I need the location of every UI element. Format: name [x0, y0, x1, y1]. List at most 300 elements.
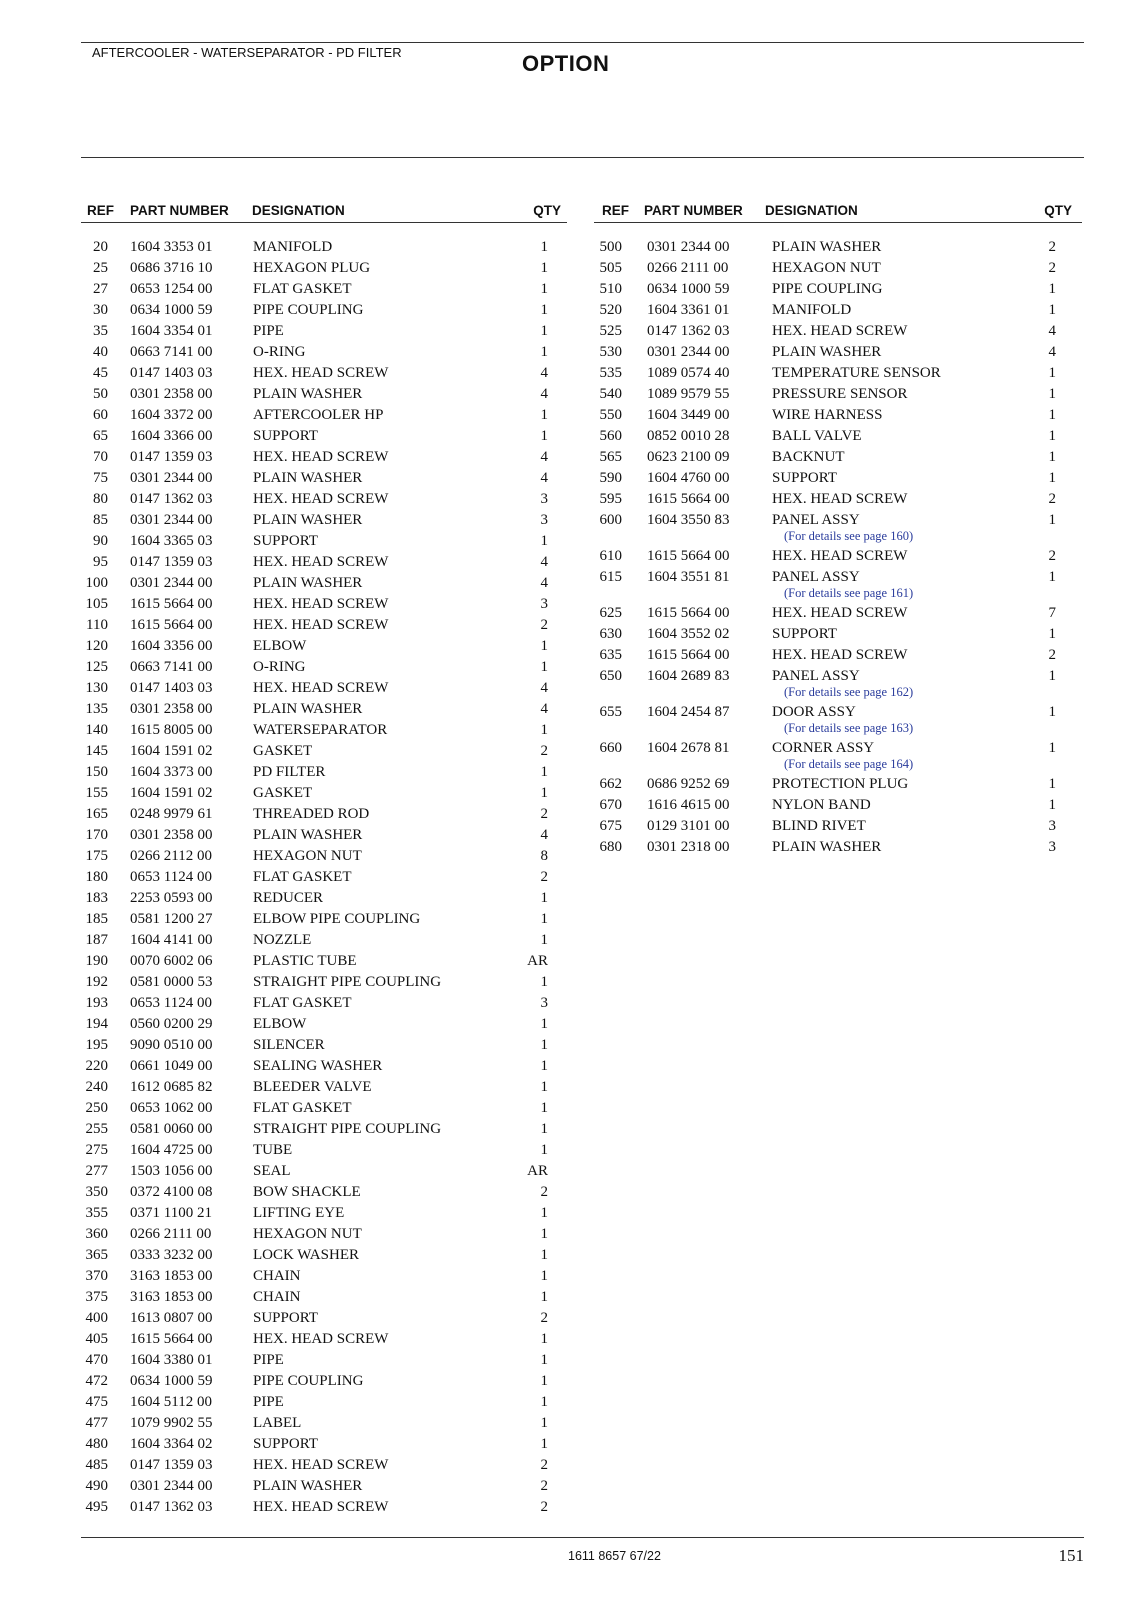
ref-cell: 477 — [85, 1415, 108, 1431]
table-row — [81, 384, 567, 405]
designation-cell: TEMPERATURE SENSOR — [772, 365, 941, 381]
part-number-cell: 1604 2678 81 — [647, 740, 730, 756]
qty-cell: 1 — [540, 428, 548, 444]
part-number-cell: 0372 4100 08 — [130, 1184, 213, 1200]
designation-cell: PRESSURE SENSOR — [772, 386, 908, 402]
qty-cell: 1 — [1048, 512, 1056, 528]
part-number-cell: 0301 2344 00 — [130, 575, 213, 591]
part-number-cell: 1604 3550 83 — [647, 512, 730, 528]
table-row — [81, 447, 567, 468]
designation-cell: SUPPORT — [772, 626, 837, 642]
table-row — [81, 279, 567, 300]
designation-cell: FLAT GASKET — [253, 995, 352, 1011]
section-heading: OPTION — [522, 51, 610, 76]
designation-cell: O-RING — [253, 659, 306, 675]
ref-cell: 190 — [85, 953, 108, 969]
part-number-cell: 1604 3353 01 — [130, 239, 213, 255]
designation-cell: DOOR ASSY — [772, 704, 856, 720]
designation-cell: HEX. HEAD SCREW — [253, 491, 389, 507]
part-number-cell: 1615 5664 00 — [130, 617, 213, 633]
ref-cell: 27 — [93, 281, 108, 297]
part-number-cell: 0129 3101 00 — [647, 818, 730, 834]
table-row — [594, 447, 1082, 468]
designation-cell: REDUCER — [253, 890, 324, 906]
qty-cell: 1 — [540, 533, 548, 549]
ref-cell: 75 — [93, 470, 108, 486]
table-row — [594, 774, 1082, 795]
designation-cell: HEX. HEAD SCREW — [772, 323, 908, 339]
part-number-cell: 0147 1359 03 — [130, 554, 213, 570]
part-number-cell: 0147 1359 03 — [130, 449, 213, 465]
ref-cell: 595 — [599, 491, 622, 507]
designation-cell: PLAIN WASHER — [772, 239, 882, 255]
qty-cell: 2 — [1048, 548, 1056, 564]
details-note — [594, 685, 1082, 702]
qty-cell: 1 — [1048, 569, 1056, 585]
qty-cell: 1 — [540, 407, 548, 423]
table-row — [81, 699, 567, 720]
table-row — [81, 1140, 567, 1161]
designation-cell: PIPE — [253, 323, 284, 339]
designation-cell: HEX. HEAD SCREW — [772, 491, 908, 507]
designation-cell: LOCK WASHER — [253, 1247, 359, 1263]
ref-cell: 40 — [93, 344, 108, 360]
qty-cell: 2 — [540, 1310, 548, 1326]
table-header — [594, 202, 1082, 223]
column-header-part-number: PART NUMBER — [644, 203, 743, 218]
ref-cell: 170 — [85, 827, 108, 843]
table-row — [81, 321, 567, 342]
part-number-cell: 0581 0060 00 — [130, 1121, 213, 1137]
designation-cell: HEX. HEAD SCREW — [253, 596, 389, 612]
ref-cell: 625 — [599, 605, 622, 621]
designation-cell: PROTECTION PLUG — [772, 776, 909, 792]
details-note — [594, 757, 1082, 774]
table-row — [81, 258, 567, 279]
qty-cell: 1 — [540, 1100, 548, 1116]
qty-cell: 1 — [540, 239, 548, 255]
part-number-cell: 0266 2111 00 — [130, 1226, 212, 1242]
ref-cell: 360 — [85, 1226, 108, 1242]
table-row — [81, 972, 567, 993]
ref-cell: 615 — [599, 569, 622, 585]
ref-cell: 370 — [85, 1268, 108, 1284]
ref-cell: 670 — [599, 797, 622, 813]
table-row — [81, 300, 567, 321]
table-row — [594, 567, 1082, 588]
part-number-cell: 1615 5664 00 — [647, 605, 730, 621]
table-row — [594, 702, 1082, 723]
designation-cell: PLAIN WASHER — [253, 512, 363, 528]
qty-cell: 1 — [540, 1331, 548, 1347]
qty-cell: 1 — [540, 974, 548, 990]
qty-cell: 1 — [540, 1436, 548, 1452]
table-row — [594, 624, 1082, 645]
part-number-cell: 0301 2318 00 — [647, 839, 730, 855]
ref-cell: 255 — [85, 1121, 108, 1137]
part-number-cell: 1604 4760 00 — [647, 470, 730, 486]
table-row — [81, 867, 567, 888]
designation-cell: BOW SHACKLE — [253, 1184, 361, 1200]
table-row — [81, 678, 567, 699]
qty-cell: 1 — [540, 1016, 548, 1032]
part-number-cell: 0301 2358 00 — [130, 701, 213, 717]
qty-cell: 1 — [540, 932, 548, 948]
part-number-cell: 2253 0593 00 — [130, 890, 213, 906]
table-row — [81, 1476, 567, 1497]
table-row — [81, 1287, 567, 1308]
table-row — [81, 657, 567, 678]
table-row — [594, 489, 1082, 510]
table-row — [594, 300, 1082, 321]
table-row — [594, 258, 1082, 279]
qty-cell: 1 — [1048, 407, 1056, 423]
table-row — [594, 468, 1082, 489]
ref-cell: 405 — [85, 1331, 108, 1347]
table-row — [81, 951, 567, 972]
ref-cell: 25 — [93, 260, 108, 276]
qty-cell: 1 — [540, 1247, 548, 1263]
qty-cell: 2 — [540, 743, 548, 759]
qty-cell: 4 — [540, 449, 548, 465]
ref-cell: 485 — [85, 1457, 108, 1473]
qty-cell: AR — [527, 1163, 548, 1179]
designation-cell: HEXAGON NUT — [772, 260, 881, 276]
details-note-text: (For details see page 162) — [784, 685, 914, 699]
designation-cell: ELBOW PIPE COUPLING — [253, 911, 421, 927]
part-number-cell: 0301 2358 00 — [130, 827, 213, 843]
designation-cell: PLAIN WASHER — [253, 575, 363, 591]
designation-cell: CORNER ASSY — [772, 740, 875, 756]
qty-cell: 3 — [1048, 839, 1056, 855]
ref-cell: 185 — [85, 911, 108, 927]
qty-cell: 1 — [540, 722, 548, 738]
qty-cell: 2 — [1048, 491, 1056, 507]
ref-cell: 30 — [93, 302, 108, 318]
part-number-cell: 1503 1056 00 — [130, 1163, 213, 1179]
designation-cell: GASKET — [253, 785, 313, 801]
part-number-cell: 1604 2454 87 — [647, 704, 730, 720]
part-number-cell: 0147 1359 03 — [130, 1457, 213, 1473]
table-row — [594, 738, 1082, 759]
part-number-cell: 1604 3364 02 — [130, 1436, 213, 1452]
ref-cell: 187 — [85, 932, 108, 948]
table-row — [594, 603, 1082, 624]
ref-cell: 520 — [599, 302, 622, 318]
table-header — [81, 202, 567, 223]
ref-cell: 530 — [599, 344, 622, 360]
table-row — [81, 552, 567, 573]
table-row — [81, 1224, 567, 1245]
ref-cell: 635 — [599, 647, 622, 663]
qty-cell: 4 — [540, 470, 548, 486]
part-number-cell: 1604 4725 00 — [130, 1142, 213, 1158]
qty-cell: 1 — [540, 1037, 548, 1053]
designation-cell: PLAIN WASHER — [772, 344, 882, 360]
ref-cell: 650 — [599, 668, 622, 684]
table-row — [594, 342, 1082, 363]
designation-cell: PLAIN WASHER — [253, 386, 363, 402]
ref-cell: 475 — [85, 1394, 108, 1410]
part-number-cell: 1613 0807 00 — [130, 1310, 213, 1326]
designation-cell: SEALING WASHER — [253, 1058, 383, 1074]
ref-cell: 495 — [85, 1499, 108, 1515]
ref-cell: 525 — [599, 323, 622, 339]
part-number-cell: 1604 3551 81 — [647, 569, 730, 585]
ref-cell: 680 — [599, 839, 622, 855]
qty-cell: 1 — [540, 1058, 548, 1074]
details-note-text: (For details see page 163) — [784, 721, 914, 735]
qty-cell: 1 — [540, 1352, 548, 1368]
ref-cell: 560 — [599, 428, 622, 444]
part-number-cell: 9090 0510 00 — [130, 1037, 213, 1053]
part-number-cell: 1612 0685 82 — [130, 1079, 213, 1095]
qty-cell: 1 — [540, 1142, 548, 1158]
ref-cell: 155 — [85, 785, 108, 801]
designation-cell: HEX. HEAD SCREW — [253, 680, 389, 696]
table-row — [81, 1371, 567, 1392]
part-number-cell: 1604 5112 00 — [130, 1394, 212, 1410]
ref-cell: 277 — [85, 1163, 108, 1179]
ref-cell: 150 — [85, 764, 108, 780]
part-number-cell: 1604 3366 00 — [130, 428, 213, 444]
column-header-qty: QTY — [533, 203, 561, 218]
table-row — [81, 762, 567, 783]
table-row — [594, 321, 1082, 342]
designation-cell: PANEL ASSY — [772, 668, 860, 684]
qty-cell: 4 — [540, 554, 548, 570]
column-header-designation: DESIGNATION — [765, 203, 858, 218]
part-number-cell: 1615 5664 00 — [647, 491, 730, 507]
ref-cell: 505 — [599, 260, 622, 276]
designation-cell: SUPPORT — [772, 470, 837, 486]
qty-cell: 1 — [540, 764, 548, 780]
part-number-cell: 1604 3361 01 — [647, 302, 730, 318]
qty-cell: 1 — [540, 344, 548, 360]
qty-cell: 1 — [540, 638, 548, 654]
qty-cell: 1 — [1048, 797, 1056, 813]
part-number-cell: 1615 5664 00 — [130, 1331, 213, 1347]
ref-cell: 180 — [85, 869, 108, 885]
qty-cell: 1 — [540, 1289, 548, 1305]
part-number-cell: 0661 1049 00 — [130, 1058, 213, 1074]
part-number-cell: 0301 2344 00 — [130, 1478, 213, 1494]
table-row — [81, 1014, 567, 1035]
table-row — [81, 825, 567, 846]
part-number-cell: 0663 7141 00 — [130, 344, 213, 360]
qty-cell: 1 — [1048, 668, 1056, 684]
ref-cell: 472 — [85, 1373, 108, 1389]
ref-cell: 100 — [85, 575, 108, 591]
table-row — [594, 426, 1082, 447]
designation-cell: PLAIN WASHER — [253, 1478, 363, 1494]
part-number-cell: 1604 3373 00 — [130, 764, 213, 780]
designation-cell: CHAIN — [253, 1268, 301, 1284]
ref-cell: 80 — [93, 491, 108, 507]
table-row — [81, 804, 567, 825]
part-number-cell: 3163 1853 00 — [130, 1289, 213, 1305]
ref-cell: 660 — [599, 740, 622, 756]
designation-cell: HEX. HEAD SCREW — [253, 1457, 389, 1473]
table-row — [81, 930, 567, 951]
document-title: AFTERCOOLER - WATERSEPARATOR - PD FILTER — [92, 45, 402, 60]
ref-cell: 655 — [599, 704, 622, 720]
qty-cell: 4 — [540, 365, 548, 381]
ref-cell: 350 — [85, 1184, 108, 1200]
designation-cell: FLAT GASKET — [253, 1100, 352, 1116]
designation-cell: ELBOW — [253, 1016, 307, 1032]
designation-cell: HEX. HEAD SCREW — [253, 1499, 389, 1515]
qty-cell: 2 — [1048, 647, 1056, 663]
qty-cell: 3 — [540, 995, 548, 1011]
qty-cell: 4 — [540, 827, 548, 843]
designation-cell: NYLON BAND — [772, 797, 871, 813]
designation-cell: STRAIGHT PIPE COUPLING — [253, 1121, 442, 1137]
part-number-cell: 0634 1000 59 — [130, 1373, 213, 1389]
ref-cell: 145 — [85, 743, 108, 759]
ref-cell: 65 — [93, 428, 108, 444]
part-number-cell: 0581 0000 53 — [130, 974, 213, 990]
qty-cell: 2 — [540, 869, 548, 885]
table-row — [81, 846, 567, 867]
designation-cell: O-RING — [253, 344, 306, 360]
designation-cell: HEX. HEAD SCREW — [772, 647, 908, 663]
details-note-text: (For details see page 164) — [784, 757, 914, 771]
ref-cell: 535 — [599, 365, 622, 381]
table-row — [594, 837, 1082, 858]
designation-cell: TUBE — [253, 1142, 293, 1158]
qty-cell: 2 — [540, 806, 548, 822]
column-header-ref: REF — [87, 203, 114, 218]
part-number-cell: 1615 5664 00 — [647, 647, 730, 663]
part-number-cell: 0623 2100 09 — [647, 449, 730, 465]
ref-cell: 480 — [85, 1436, 108, 1452]
table-row — [594, 279, 1082, 300]
designation-cell: BLIND RIVET — [772, 818, 866, 834]
part-number-cell: 0653 1062 00 — [130, 1100, 213, 1116]
designation-cell: SUPPORT — [253, 1436, 318, 1452]
designation-cell: PIPE COUPLING — [253, 1373, 364, 1389]
qty-cell: 1 — [1048, 704, 1056, 720]
part-number-cell: 0248 9979 61 — [130, 806, 213, 822]
ref-cell: 95 — [93, 554, 108, 570]
table-row — [81, 720, 567, 741]
designation-cell: PLAIN WASHER — [253, 701, 363, 717]
part-number-cell: 1615 5664 00 — [130, 596, 213, 612]
qty-cell: 2 — [1048, 239, 1056, 255]
designation-cell: HEX. HEAD SCREW — [253, 449, 389, 465]
top-rule — [81, 42, 1084, 43]
qty-cell: 7 — [1048, 605, 1056, 621]
designation-cell: WATERSEPARATOR — [253, 722, 388, 738]
ref-cell: 600 — [599, 512, 622, 528]
ref-cell: 400 — [85, 1310, 108, 1326]
column-header-qty: QTY — [1044, 203, 1072, 218]
designation-cell: PIPE COUPLING — [253, 302, 364, 318]
qty-cell: 1 — [1048, 449, 1056, 465]
ref-cell: 183 — [85, 890, 108, 906]
qty-cell: 1 — [540, 323, 548, 339]
designation-cell: ELBOW — [253, 638, 307, 654]
designation-cell: HEXAGON PLUG — [253, 260, 371, 276]
part-number-cell: 0653 1254 00 — [130, 281, 213, 297]
part-number-cell: 1604 3354 01 — [130, 323, 213, 339]
ref-cell: 220 — [85, 1058, 108, 1074]
qty-cell: 1 — [540, 1205, 548, 1221]
part-number-cell: 1615 5664 00 — [647, 548, 730, 564]
ref-cell: 194 — [85, 1016, 108, 1032]
table-row — [594, 237, 1082, 258]
table-row — [81, 1245, 567, 1266]
ref-cell: 365 — [85, 1247, 108, 1263]
column-header-designation: DESIGNATION — [252, 203, 345, 218]
designation-cell: HEX. HEAD SCREW — [772, 605, 908, 621]
qty-cell: 1 — [540, 260, 548, 276]
designation-cell: PLAIN WASHER — [253, 827, 363, 843]
part-number-cell: 0147 1362 03 — [130, 1499, 213, 1515]
ref-cell: 630 — [599, 626, 622, 642]
designation-cell: WIRE HARNESS — [772, 407, 883, 423]
footer-rule — [81, 1537, 1084, 1538]
qty-cell: 2 — [540, 1478, 548, 1494]
qty-cell: 1 — [540, 1373, 548, 1389]
part-number-cell: 1604 1591 02 — [130, 743, 213, 759]
table-row — [81, 1308, 567, 1329]
ref-cell: 175 — [85, 848, 108, 864]
details-note — [594, 586, 1082, 603]
ref-cell: 240 — [85, 1079, 108, 1095]
part-number-cell: 0686 9252 69 — [647, 776, 730, 792]
part-number-cell: 1089 0574 40 — [647, 365, 730, 381]
table-row — [81, 783, 567, 804]
table-row — [81, 510, 567, 531]
table-row — [81, 426, 567, 447]
ref-cell: 590 — [599, 470, 622, 486]
designation-cell: FLAT GASKET — [253, 869, 352, 885]
part-number-cell: 0653 1124 00 — [130, 869, 212, 885]
qty-cell: 1 — [1048, 428, 1056, 444]
ref-cell: 140 — [85, 722, 108, 738]
qty-cell: 3 — [540, 512, 548, 528]
qty-cell: 2 — [540, 1457, 548, 1473]
part-number-cell: 0147 1362 03 — [647, 323, 730, 339]
part-number-cell: 0301 2344 00 — [647, 344, 730, 360]
part-number-cell: 0560 0200 29 — [130, 1016, 213, 1032]
designation-cell: FLAT GASKET — [253, 281, 352, 297]
table-row — [81, 741, 567, 762]
ref-cell: 193 — [85, 995, 108, 1011]
ref-cell: 490 — [85, 1478, 108, 1494]
table-row — [81, 993, 567, 1014]
part-number-cell: 0653 1124 00 — [130, 995, 212, 1011]
qty-cell: 1 — [540, 302, 548, 318]
part-number-cell: 1604 3365 03 — [130, 533, 213, 549]
part-number-cell: 0581 1200 27 — [130, 911, 213, 927]
table-row — [81, 573, 567, 594]
parts-table-right — [594, 202, 1082, 858]
qty-cell: 4 — [1048, 344, 1056, 360]
details-note — [594, 529, 1082, 546]
designation-cell: PLAIN WASHER — [253, 470, 363, 486]
part-number-cell: 0147 1403 03 — [130, 365, 213, 381]
qty-cell: 2 — [1048, 260, 1056, 276]
details-note — [594, 721, 1082, 738]
qty-cell: 1 — [540, 890, 548, 906]
part-number-cell: 0634 1000 59 — [647, 281, 730, 297]
table-row — [81, 1161, 567, 1182]
ref-cell: 20 — [93, 239, 108, 255]
part-number-cell: 1604 3356 00 — [130, 638, 213, 654]
